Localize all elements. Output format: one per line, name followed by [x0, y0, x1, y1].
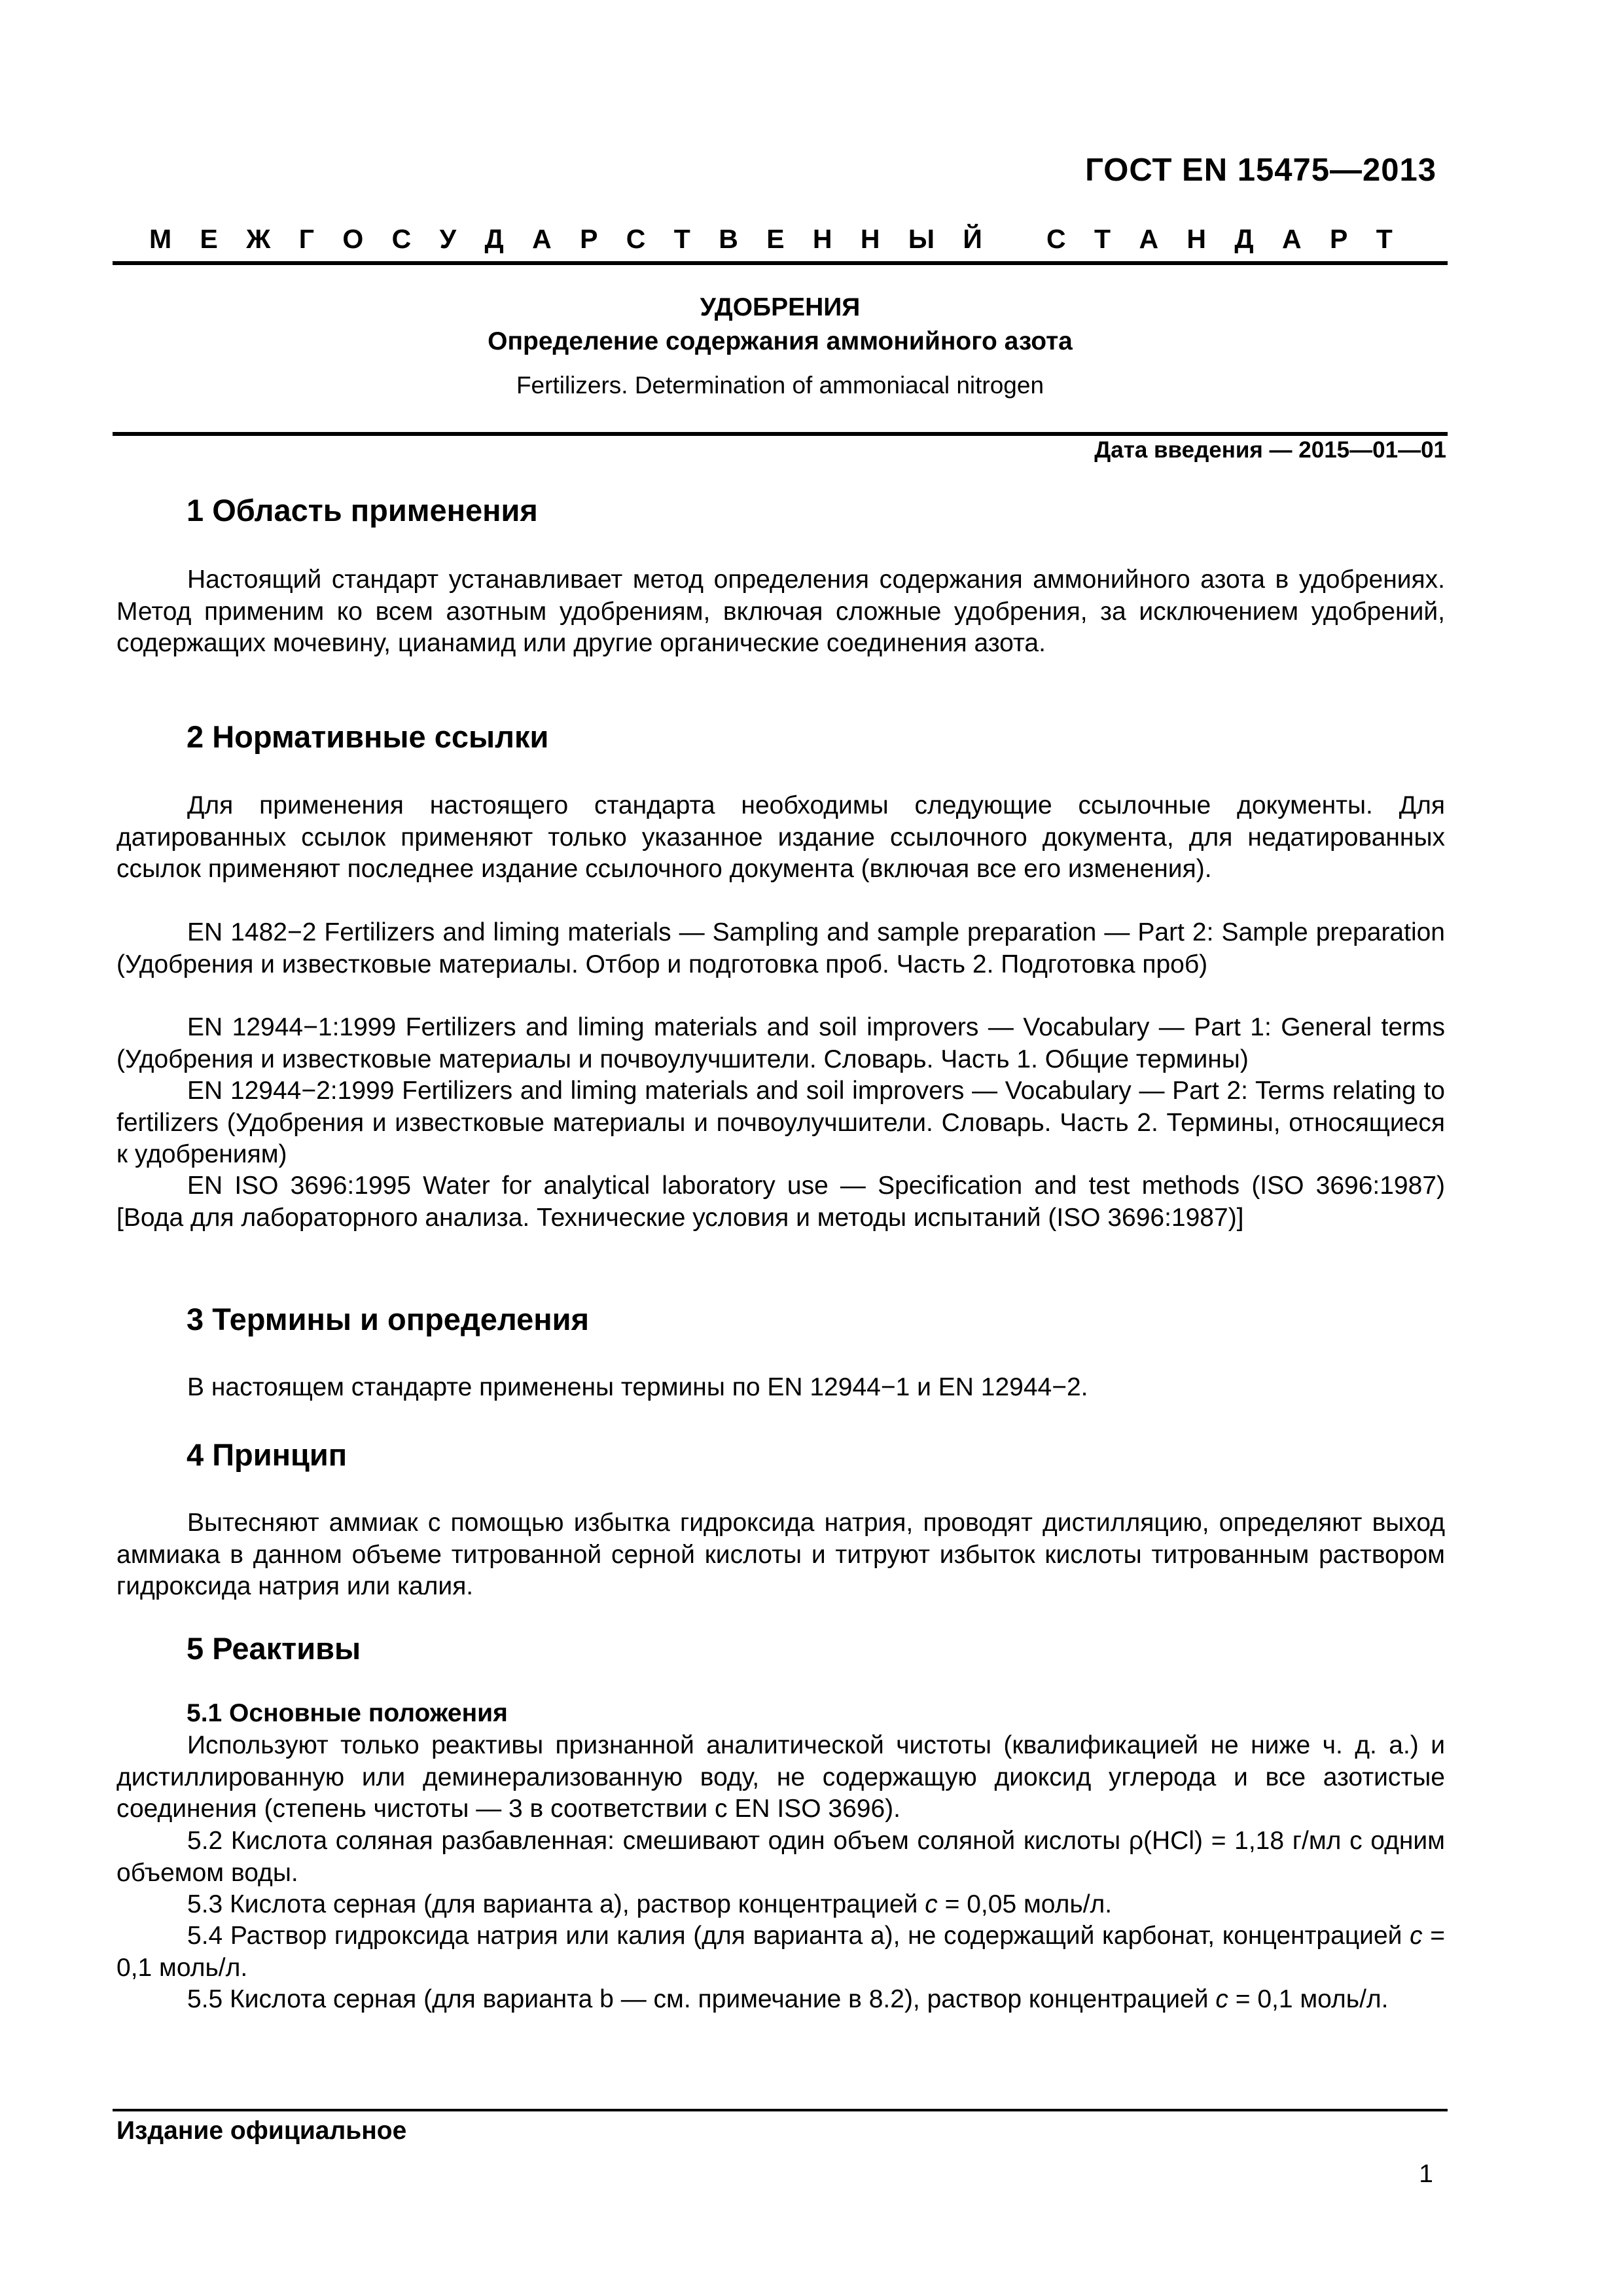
- banner-letter: Р: [580, 224, 598, 254]
- banner-letter: У: [439, 224, 457, 254]
- gost-number: ГОСТ EN 15475—2013: [1085, 152, 1436, 188]
- title-english: Fertilizers. Determination of ammoniacal nitrogen: [516, 372, 1044, 399]
- banner-letter: Н: [812, 224, 832, 254]
- section-2-paragraph-intro: Для применения настоящего стандарта необходимы следующие ссылочные документы. Для датированных ссылок применяют только указанное издание ссылочного документа, для недатированных ссылок применяют последнее издание ссылочного документа (включая все его изменения).: [116, 791, 1445, 883]
- s54-text-post: = 0,1 моль/л.: [116, 1922, 1445, 1982]
- interstate-standard-banner: [149, 224, 1393, 255]
- section-3-heading: 3 Термины и определения: [187, 1302, 589, 1336]
- reference-en-iso-3696: EN ISO 3696:1995 Water for analytical laboratory use — Specification and test methods (ISO 3696:1987) [Вода для лабораторного анализа. Технические условия и методы испытаний (ISO 3696:1987)]: [116, 1172, 1445, 1232]
- title-sub: Определение содержания аммонийного азота: [488, 327, 1073, 355]
- banner-letter: О: [342, 224, 364, 254]
- section-3-paragraph: В настоящем стандарте применены термины по EN 12944−1 и EN 12944−2.: [187, 1373, 1088, 1401]
- subsection-5-1-heading: 5.1 Основные положения: [187, 1699, 508, 1727]
- banner-letter: А: [1139, 224, 1159, 254]
- reference-en-12944-2: EN 12944−2:1999 Fertilizers and liming materials and soil improvers — Vocabulary — Part 2: Terms relating to fertilizers (Удобрения и известковые материалы и почвоулучшители. Словарь. Часть 2. Термины, относящиеся к удобрениям): [116, 1077, 1445, 1168]
- section-4-paragraph: Вытесняют аммиак с помощью избытка гидроксида натрия, проводят дистилляцию, определяют выход аммиака в данном объеме титрованной серной кислоты и титруют избыток кислоты титрованным раствором гидроксида натрия или калия.: [116, 1509, 1445, 1600]
- banner-letter: Й: [963, 224, 982, 254]
- s54-text-pre: 5.4 Раствор гидроксида натрия или калия (для варианта а), не содержащий карбонат, концентрацией: [187, 1922, 1410, 1950]
- subsection-5-4-paragraph: [116, 1920, 1445, 1984]
- reference-en-12944-1: EN 12944−1:1999 Fertilizers and liming materials and soil improvers — Vocabulary — Part 1: General terms (Удобрения и известковые материалы и почвоулучшители. Словарь. Часть 1. Общие термины): [116, 1013, 1445, 1073]
- s53-variable: c: [925, 1890, 938, 1918]
- s53-text-pre: 5.3 Кислота серная (для варианта а), раствор концентрацией: [187, 1890, 925, 1918]
- header-rule: [113, 261, 1448, 265]
- banner-letter: Т: [1094, 224, 1111, 254]
- banner-letter: Н: [860, 224, 880, 254]
- page-number: 1: [1419, 2160, 1433, 2188]
- official-edition-label: Издание официальное: [116, 2117, 407, 2145]
- subsection-5-2-paragraph: 5.2 Кислота соляная разбавленная: смешивают один объем соляной кислоты ρ(HCl) = 1,18 г/мл с одним объемом воды.: [116, 1827, 1445, 1887]
- banner-letter: М: [149, 224, 172, 254]
- reference-en-1482-2: EN 1482−2 Fertilizers and liming materials — Sampling and sample preparation — Part 2: Sample preparation (Удобрения и известковые материалы. Отбор и подготовка проб. Часть 2. Подготовка проб): [116, 918, 1445, 978]
- s53-text-post: = 0,05 моль/л.: [937, 1890, 1113, 1918]
- banner-letter: Р: [1329, 224, 1348, 254]
- subsection-5-3-paragraph: [116, 1889, 1445, 1921]
- banner-letter: Ж: [246, 224, 271, 254]
- subsection-5-5-paragraph: [116, 1984, 1445, 2016]
- section-5-heading: 5 Реактивы: [187, 1631, 361, 1666]
- footer-rule: [113, 2109, 1448, 2111]
- title-rule: [113, 432, 1448, 436]
- s55-variable: c: [1215, 1985, 1228, 2013]
- banner-letter: С: [1046, 224, 1066, 254]
- banner-letter: Е: [200, 224, 218, 254]
- banner-letter: А: [1282, 224, 1302, 254]
- banner-letter: Е: [766, 224, 785, 254]
- banner-letter: Д: [484, 224, 504, 254]
- section-1-heading: 1 Область применения: [187, 493, 538, 528]
- section-1-paragraph: Настоящий стандарт устанавливает метод определения содержания аммонийного азота в удобрениях. Метод применим ко всем азотным удобрениям, включая сложные удобрения, за исключением удобрений, содержащих мочевину, цианамид или другие органические соединения азота.: [116, 565, 1445, 657]
- s55-text-pre: 5.5 Кислота серная (для варианта b — см. примечание в 8.2), раствор концентрацией: [187, 1985, 1216, 2013]
- section-4-heading: 4 Принцип: [187, 1437, 348, 1472]
- banner-letter: Г: [298, 224, 314, 254]
- title-main: УДОБРЕНИЯ: [700, 293, 861, 321]
- banner-letter: Н: [1186, 224, 1207, 254]
- banner-letter: С: [391, 224, 412, 254]
- banner-letter: Т: [673, 224, 690, 254]
- subsection-5-1-paragraph: Используют только реактивы признанной аналитической чистоты (квалификацией не ниже ч. д. а.) и дистиллированную или деминерализованную воду, не содержащую диоксид углерода и все азотистые соединения (степень чистоты — 3 в соответствии с EN ISO 3696).: [116, 1731, 1445, 1823]
- s55-text-post: = 0,1 моль/л.: [1228, 1985, 1389, 2013]
- section-2-heading: 2 Нормативные ссылки: [187, 719, 549, 754]
- banner-letter: Ы: [908, 224, 935, 254]
- intro-date: Дата введения — 2015—01—01: [1094, 437, 1446, 463]
- s54-variable: c: [1410, 1922, 1423, 1950]
- banner-letter: Т: [1376, 224, 1393, 254]
- banner-letter: [1010, 224, 1018, 255]
- banner-letter: А: [532, 224, 552, 254]
- banner-letter: В: [719, 224, 738, 254]
- banner-letter: С: [626, 224, 646, 254]
- banner-letter: Д: [1234, 224, 1254, 254]
